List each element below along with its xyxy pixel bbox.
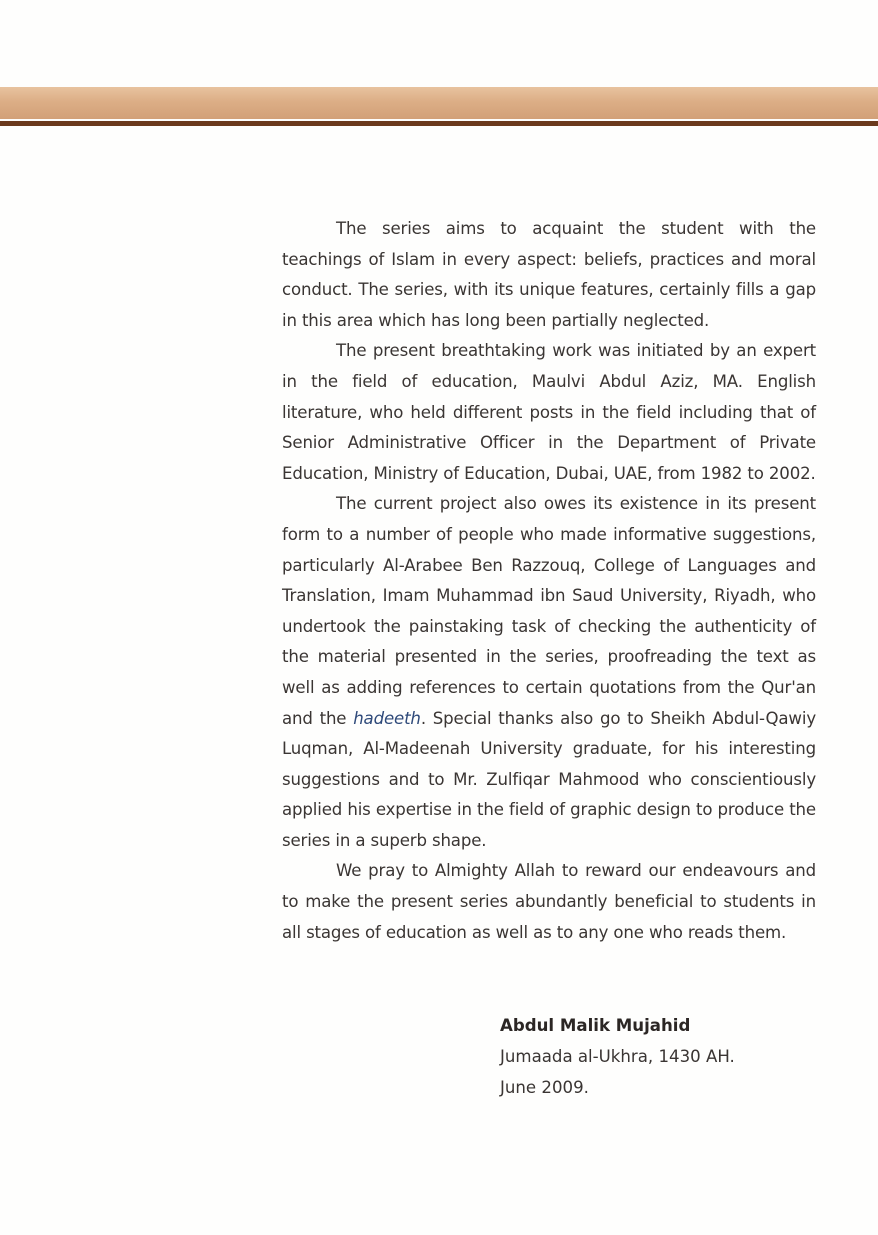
paragraph-2: The present breathtaking work was initiated by an expert in the field of education, Maulvi Abdul Aziz, MA. English literature, who held different posts in the field including that of Senior Administrative Officer in the Department of Private Education, Ministry of Education, Dubai, UAE, from 1982 to 2002. [282, 341, 816, 483]
preface-body [282, 214, 816, 948]
paragraph-1: The series aims to acquaint the student with the teachings of Islam in every aspect: beliefs, practices and moral conduct. The series, with its unique features, certainly fills a gap in this area which has long been partially neglected. [282, 219, 816, 330]
paragraph-4: We pray to Almighty Allah to reward our endeavours and to make the present series abundantly beneficial to students in all stages of education as well as to any one who reads them. [282, 861, 816, 942]
paragraph-3-text-end: . Special thanks also go to Sheikh Abdul-Qawiy Luqman, Al-Madeenah University graduate, for his interesting suggestions and to Mr. Zulfiqar Mahmood who conscientiously applied his expertise in the field of graphic design to produce the series in a superb shape. [282, 708, 816, 850]
decorative-header-band [0, 87, 878, 119]
gregorian-date: June 2009. [500, 1078, 589, 1097]
signature-block [500, 1010, 735, 1103]
author-name: Abdul Malik Mujahid [500, 1016, 691, 1035]
hijri-date: Jumaada al-Ukhra, 1430 AH. [500, 1047, 735, 1066]
paragraph-3 [282, 489, 816, 856]
paragraph-3-text-start: The current project also owes its existence in its present form to a number of people who made informative suggestions, particularly Al-Arabee Ben Razzouq, College of Languages and Translation, Imam Muhammad ibn Saud University, Riyadh, who undertook the painstaking task of checking the authenticity of the material presented in the series, proofreading the text as well as adding references to certain quotations from the Qur'an and the [282, 494, 816, 728]
hadeeth-emphasis: hadeeth [353, 708, 421, 728]
decorative-header-rule [0, 121, 878, 126]
